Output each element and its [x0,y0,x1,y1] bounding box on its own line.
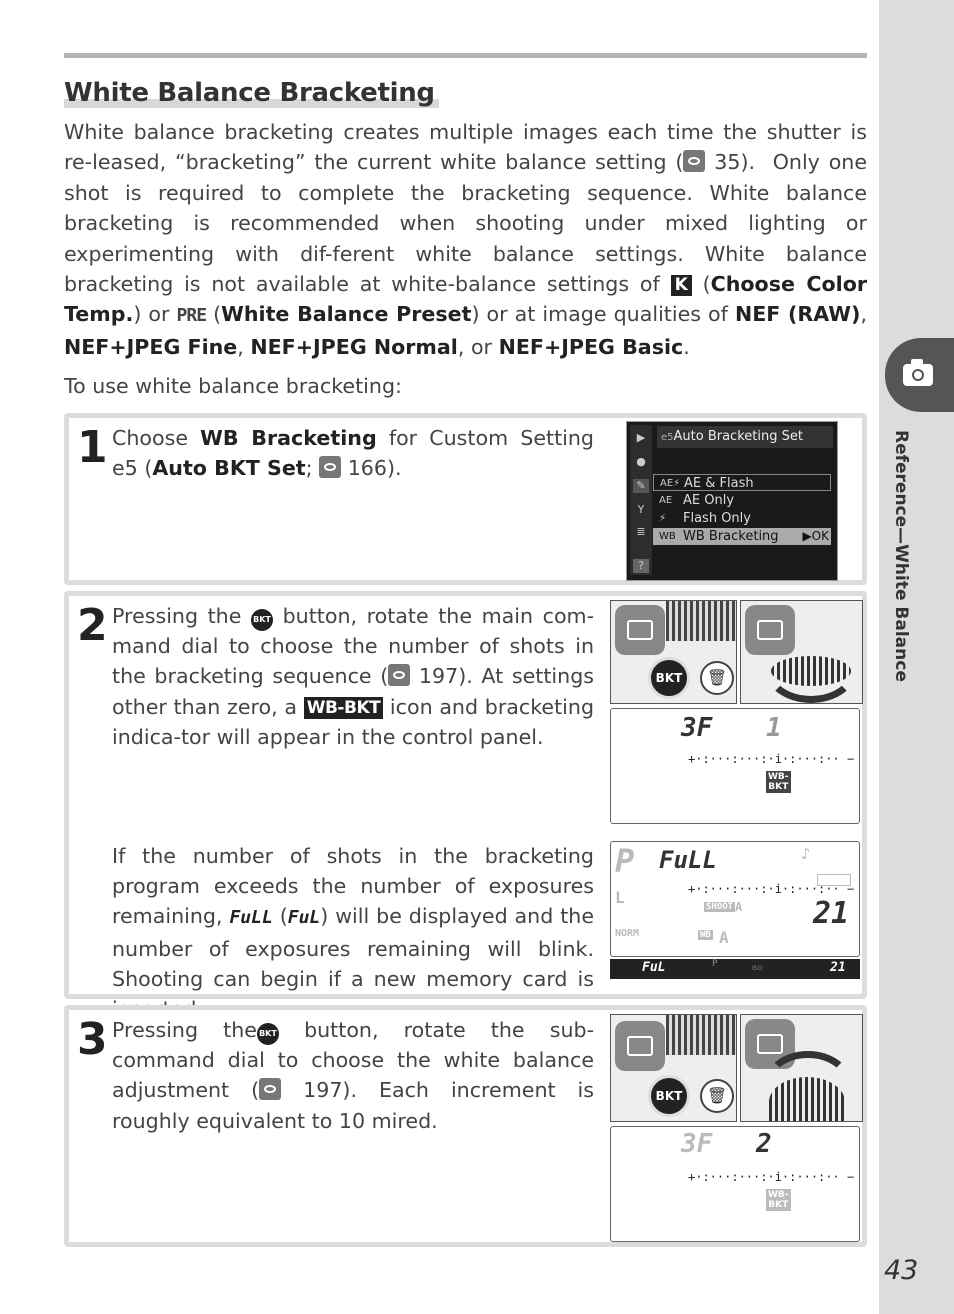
viewfinder-strip [610,959,860,979]
flash-icon: ⚡ [659,513,667,524]
quality-nef-jpeg-normal: NEF+JPEG Normal [250,334,458,359]
wb-text: WB- [768,772,789,782]
ful-segment-display: FuL [287,907,321,929]
sub-command-dial-illustration [740,1014,863,1122]
step-2-text [112,601,594,752]
help-icon: ? [633,559,649,573]
lead-text: To use white balance bracketing: [64,374,402,398]
wb-bank: A [719,928,729,947]
step-text: button, rotate the sub-command dial to choose the white balance adjustment ( [112,1018,594,1103]
shooting-menu-icon: ● [636,455,646,468]
step-text: 166). [347,456,402,481]
note-text: will be displayed and the number of exposures remaining will blink. Shooting can begin if a new memory card is [112,904,594,991]
step-number: 1 [77,422,108,473]
full-display: FuLL [659,846,717,874]
auto-bracketing-menu-screenshot [626,421,838,581]
quality-nef-jpeg-basic: NEF+JPEG Basic [498,334,684,359]
wb-adjustment-value: 2 [756,1129,772,1159]
ae-flash-icon: AE⚡ [660,478,681,489]
intro-text-1: White balance bracketing creates multiple images each time the shutter is re-leased, “bracketing” the current white balance setting ( [64,120,867,175]
bracketing-indicator-scale: +·:···:···:·i̇·:···:·· − [688,1170,855,1184]
image-size: L [615,888,625,907]
shoot-bank: A [735,900,743,914]
menu-title-text: Auto Bracketing Set [673,429,803,444]
wb-label: WB [700,930,711,940]
wb-icon: WB [659,531,676,542]
intro-paragraph: White balance bracketing creates multiple images each time the shutter is re-leased, “bracketing” the current white balance setting ( 35). Only one shot is required to complete the bracketing sequence. White balance bracketing is recommended when shooting under mixed lighting or experimenting with dif-ferent white balance settings. White balance bracketing is not available at white-balance settings of K (Choose Color Temp.) or PRE (White Balance Preset) or at image qualities of NEF (RAW), NEF+JPEG Fine, NEF+JPEG Normal, or NEF+JPEG Basic. [64,120,868,359]
step-text: 197). Each increment is roughly equivalent to 10 mired. [112,1078,594,1133]
wb-text: WB- [768,1190,789,1200]
shoot-label: SHOOT [706,902,734,912]
wb-bkt-icon: WB-BKT [304,697,384,719]
menu-item-label: AE Only [683,493,735,508]
camera-icon [903,364,933,386]
step-text: 197). At settings other than zero, a [112,664,594,719]
reference-book-icon [683,150,705,172]
menu-item-ae-flash[interactable] [653,474,831,491]
menu-item-label: WB Bracketing [683,529,779,544]
step-number: 3 [77,1014,108,1065]
control-panel-step-2 [610,708,860,824]
step-1-box [64,413,867,585]
exposures-remaining: 21 [813,896,850,931]
note-text: If the number of shots in the bracketing program exceeds the number of exposures remaining, [112,844,594,929]
playback-menu-icon: ▶ [636,431,646,444]
setup-menu-icon: Y [637,503,645,516]
step-text: Pressing the [112,1018,257,1042]
wb-bracketing-label: WB Bracketing [200,426,377,450]
white-balance-preset: White Balance Preset [221,302,472,327]
menu-item-ae-only[interactable] [653,492,831,509]
step-number: 2 [77,600,108,651]
vf-exposures-remaining: 21 [830,960,846,975]
main-command-dial-illustration [740,600,863,704]
rotate-arrow-icon [763,1051,853,1121]
pre-icon: PRE [176,305,207,327]
step-text: Pressing the [112,604,242,628]
reference-book-icon [319,456,341,478]
control-panel-full [610,841,860,957]
camera-shooting-icon [615,1021,665,1071]
rotate-arrow-icon [763,629,859,703]
reference-book-icon [259,1078,281,1100]
step-text: Choose [112,426,189,450]
wb-bkt-indicator [766,771,791,793]
bkt-button-icon: BKT [251,609,273,631]
step-2-box [64,591,867,999]
page-title: White Balance Bracketing [64,78,439,108]
camera-body [666,601,737,641]
step-3-text [112,1015,594,1136]
menu-item-label: AE & Flash [684,476,754,491]
custom-settings-pencil-icon: ✎ [633,479,649,493]
step-text: icon and bracketing indica-tor will appear in the control panel. [112,694,595,749]
bkt-button: BKT [648,657,690,699]
vf-exposure-mode: P [712,959,718,969]
auto-bkt-set-label: Auto BKT Set [152,456,306,481]
shots-value: 3F [681,1129,713,1159]
exposure-mode: P [615,842,635,880]
or-text: or [148,302,170,327]
quality-nef-raw: NEF (RAW) [734,302,861,327]
vf-full-display: FuL [642,960,666,975]
menu-item-wb-bracketing[interactable] [653,528,831,545]
step-text: button, rotate the main com-mand dial to choose the number of shots in the bracketing sequence ( [112,604,595,689]
bkt-text: BKT [768,1200,789,1210]
page-number: 43 [884,1255,919,1286]
intro-text-3: or at image qualities of [486,302,728,327]
step-text: for Custom Setting e5 ( [112,426,594,481]
trash-icon: 🗑 [700,661,734,695]
shots-value: 3F [681,713,713,743]
side-tab-label [880,430,922,700]
camera-shooting-icon [615,605,665,655]
camera-bkt-button-illustration [610,600,737,704]
side-tab-text: Reference—White Balance [891,430,911,682]
intro-ref: 35). [714,150,756,175]
wb-bkt-indicator [766,1189,791,1211]
vf-iso-label: ISO [752,965,763,972]
bkt-button: BKT [648,1075,690,1117]
control-panel-step-3 [610,1126,860,1242]
step-1-text: Choose WB Bracketing for Custom Setting e5 (Auto BKT Set; 166). [112,426,594,481]
menu-title [657,426,833,448]
top-rule [64,53,867,58]
camera-tab-icon [885,338,954,412]
intro-text-2: Only one shot is required to complete the bracketing sequence. White balance bracketing is recommended when shooting under mixed lighting or experimenting with dif-ferent white balance settings. White balance bracketing is not available at white-balance settings of [64,150,868,297]
quality-nef-jpeg-fine: NEF+JPEG Fine [64,334,238,359]
menu-tag: e5 [661,432,674,443]
ok-indicator: ▶OK [802,529,829,543]
full-note-text: If the number of shots in the bracketing program exceeds the number of exposures remaining, FuLL (FuL) will be displayed and the number of exposures remaining will blink. Shooting can begin if a new memory card is [112,841,594,1024]
bracket-progress: 1 [766,713,782,743]
step-3-box [64,1005,867,1247]
bkt-text: BKT [768,782,789,792]
full-segment-display: FuLL [229,907,273,929]
camera-bkt-button-illustration [610,1014,737,1122]
k-icon: K [671,275,692,296]
trash-icon: 🗑 [700,1079,734,1113]
retouch-menu-icon: ≣ [636,525,646,538]
ae-icon: AE [659,495,673,506]
image-quality: NORM [615,928,640,939]
or-text-2: , or [457,334,493,359]
beep-icon: ♪ [801,844,811,863]
menu-sidebar [630,425,652,575]
menu-item-label: Flash Only [683,511,751,526]
camera-body [666,1015,737,1055]
bkt-button-icon: BKT [257,1023,279,1045]
choose-color-temp: Choose Color Temp. [64,272,867,327]
bracketing-indicator-scale: +·:···:···:·i̇·:···:·· − [688,882,855,896]
bracketing-indicator-scale: +·:···:···:·i̇·:···:·· − [688,752,855,766]
reference-book-icon [388,664,410,686]
menu-item-flash-only[interactable] [653,510,831,527]
